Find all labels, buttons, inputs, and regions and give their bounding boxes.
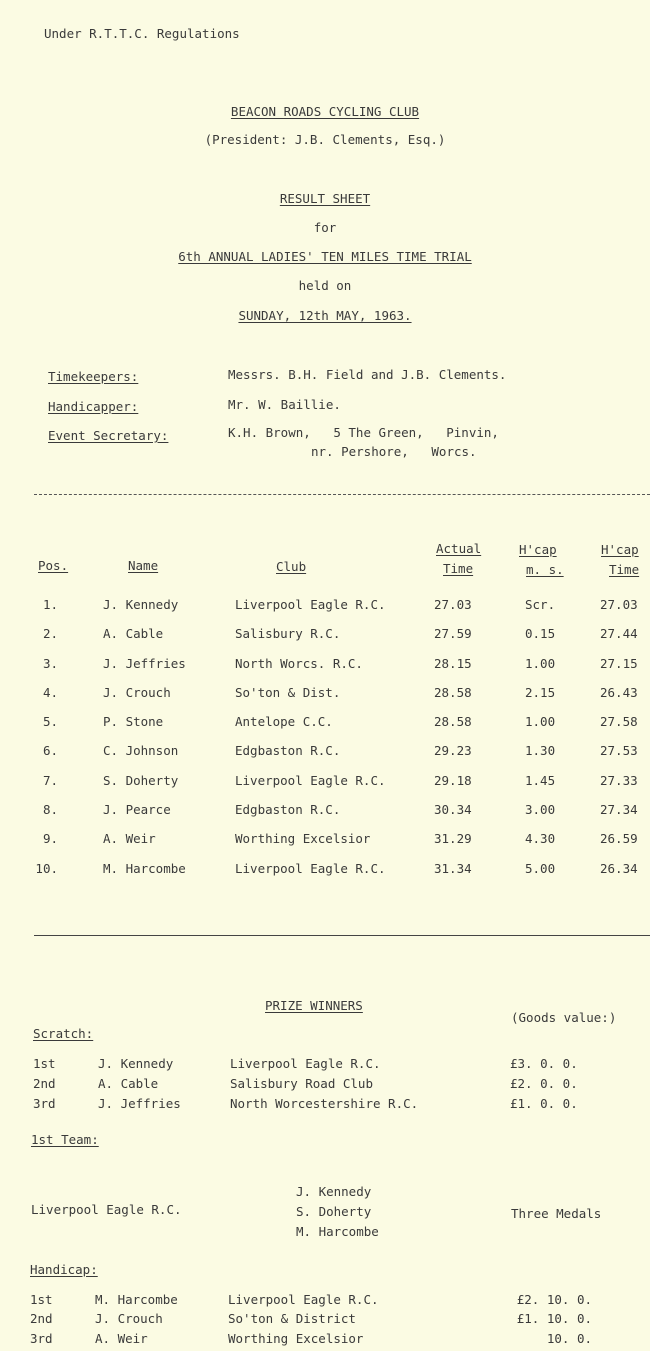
prize-place: 1st [30,1292,53,1307]
row-club: Liverpool Eagle R.C. [235,773,386,788]
row-actual-time: 31.34 [434,861,472,876]
timekeepers-value: Messrs. B.H. Field and J.B. Clements. [228,367,507,382]
row-name: J. Pearce [103,802,171,817]
row-club: So'ton & Dist. [235,685,341,700]
row-handicap-time: 27.58 [600,714,638,729]
sheet-title: RESULT SHEET [279,191,371,206]
row-pos: 10. [35,861,58,876]
row-pos: 9. [42,831,58,846]
row-pos: 8. [42,802,58,817]
row-handicap-time: 27.44 [600,626,638,641]
col-actual-top: Actual [436,541,482,556]
prize-amount: 10. 0. [546,1331,592,1346]
row-handicap-time: 27.34 [600,802,638,817]
row-handicap: 1.00 [525,714,556,729]
row-handicap-time: 27.03 [600,597,638,612]
row-pos: 3. [42,656,58,671]
row-handicap-time: 27.15 [600,656,638,671]
row-handicap: 3.00 [525,802,556,817]
row-club: Edgbaston R.C. [235,743,341,758]
row-actual-time: 29.18 [434,773,472,788]
row-club: North Worcs. R.C. [235,656,363,671]
row-handicap: 1.00 [525,656,556,671]
prize-name: J. Kennedy [98,1056,174,1071]
row-handicap-time: 26.43 [600,685,638,700]
prize-place: 2nd [33,1076,56,1091]
president-line: (President: J.B. Clements, Esq.) [204,132,446,147]
row-handicap: 4.30 [525,831,556,846]
prize-place: 2nd [30,1311,53,1326]
prize-club: Liverpool Eagle R.C. [230,1056,381,1071]
row-name: J. Crouch [103,685,171,700]
row-name: A. Weir [103,831,156,846]
prize-name: A. Weir [95,1331,148,1346]
row-actual-time: 30.34 [434,802,472,817]
prize-name: A. Cable [98,1076,159,1091]
secretary-label: Event Secretary: [48,428,169,443]
row-pos: 1. [42,597,58,612]
col-club: Club [276,559,307,574]
prize-place: 3rd [30,1331,53,1346]
row-name: C. Johnson [103,743,179,758]
row-handicap-time: 26.34 [600,861,638,876]
timekeepers-label: Timekeepers: [48,369,139,384]
prize-amount: £1. 0. 0. [510,1096,578,1111]
prize-amount: £2. 10. 0. [516,1292,592,1307]
row-pos: 7. [42,773,58,788]
row-handicap: Scr. [525,597,556,612]
row-name: S. Doherty [103,773,179,788]
prize-amount: £3. 0. 0. [510,1056,578,1071]
event-date: SUNDAY, 12th MAY, 1963. [238,308,412,323]
prize-club: So'ton & District [228,1311,356,1326]
row-handicap-time: 27.53 [600,743,638,758]
for-line: for [313,220,337,235]
row-name: J. Jeffries [103,656,186,671]
prize-name: J. Jeffries [98,1096,181,1111]
handicap-label: Handicap: [30,1262,98,1277]
row-actual-time: 29.23 [434,743,472,758]
row-club: Worthing Excelsior [235,831,371,846]
col-hcap-top: H'cap [519,542,557,557]
team-member: S. Doherty [296,1204,372,1219]
prize-club: Liverpool Eagle R.C. [228,1292,379,1307]
prize-club: North Worcestershire R.C. [230,1096,419,1111]
team-member: J. Kennedy [296,1184,372,1199]
prize-amount: £2. 0. 0. [510,1076,578,1091]
row-club: Liverpool Eagle R.C. [235,597,386,612]
event-title: 6th ANNUAL LADIES' TEN MILES TIME TRIAL [178,249,472,264]
row-name: A. Cable [103,626,164,641]
handicapper-label: Handicapper: [48,399,139,414]
row-actual-time: 28.58 [434,685,472,700]
row-name: P. Stone [103,714,164,729]
handicapper-value: Mr. W. Baillie. [228,397,341,412]
prize-place: 1st [33,1056,56,1071]
prize-name: M. Harcombe [95,1292,178,1307]
secretary-address-2: nr. Pershore, Worcs. [311,444,477,459]
col-actual-bottom: Time [443,561,474,576]
held-on-line: held on [298,278,352,293]
prize-club: Worthing Excelsior [228,1331,364,1346]
row-actual-time: 28.15 [434,656,472,671]
solid-divider [34,935,650,936]
team-prize: Three Medals [511,1206,602,1221]
row-handicap: 5.00 [525,861,556,876]
col-name: Name [128,558,159,573]
col-htime-top: H'cap [601,542,639,557]
row-actual-time: 27.59 [434,626,472,641]
scratch-label: Scratch: [33,1026,94,1041]
prize-name: J. Crouch [95,1311,163,1326]
club-title: BEACON ROADS CYCLING CLUB [230,104,420,119]
row-club: Liverpool Eagle R.C. [235,861,386,876]
row-name: J. Kennedy [103,597,179,612]
row-actual-time: 27.03 [434,597,472,612]
row-actual-time: 28.58 [434,714,472,729]
prize-winners-title: PRIZE WINNERS [265,998,363,1013]
row-handicap-time: 26.59 [600,831,638,846]
col-hcap-bottom: m. s. [526,562,564,577]
row-pos: 5. [42,714,58,729]
regulations-note: Under R.T.T.C. Regulations [44,26,240,41]
col-htime-bottom: Time [609,562,640,577]
row-club: Antelope C.C. [235,714,333,729]
row-pos: 6. [42,743,58,758]
row-pos: 4. [42,685,58,700]
row-club: Edgbaston R.C. [235,802,341,817]
team-member: M. Harcombe [296,1224,379,1239]
prize-amount: £1. 10. 0. [516,1311,592,1326]
row-handicap: 1.45 [525,773,556,788]
prize-club: Salisbury Road Club [230,1076,373,1091]
row-club: Salisbury R.C. [235,626,341,641]
secretary-address-1: K.H. Brown, 5 The Green, Pinvin, [228,425,499,440]
row-handicap: 1.30 [525,743,556,758]
col-pos: Pos. [38,558,69,573]
prize-place: 3rd [33,1096,56,1111]
dashed-divider [34,494,650,495]
team-label: 1st Team: [31,1132,99,1147]
row-pos: 2. [42,626,58,641]
row-handicap-time: 27.33 [600,773,638,788]
team-club: Liverpool Eagle R.C. [31,1202,182,1217]
row-name: M. Harcombe [103,861,186,876]
row-handicap: 2.15 [525,685,556,700]
goods-value-note: (Goods value:) [511,1010,617,1025]
row-actual-time: 31.29 [434,831,472,846]
row-handicap: 0.15 [525,626,556,641]
